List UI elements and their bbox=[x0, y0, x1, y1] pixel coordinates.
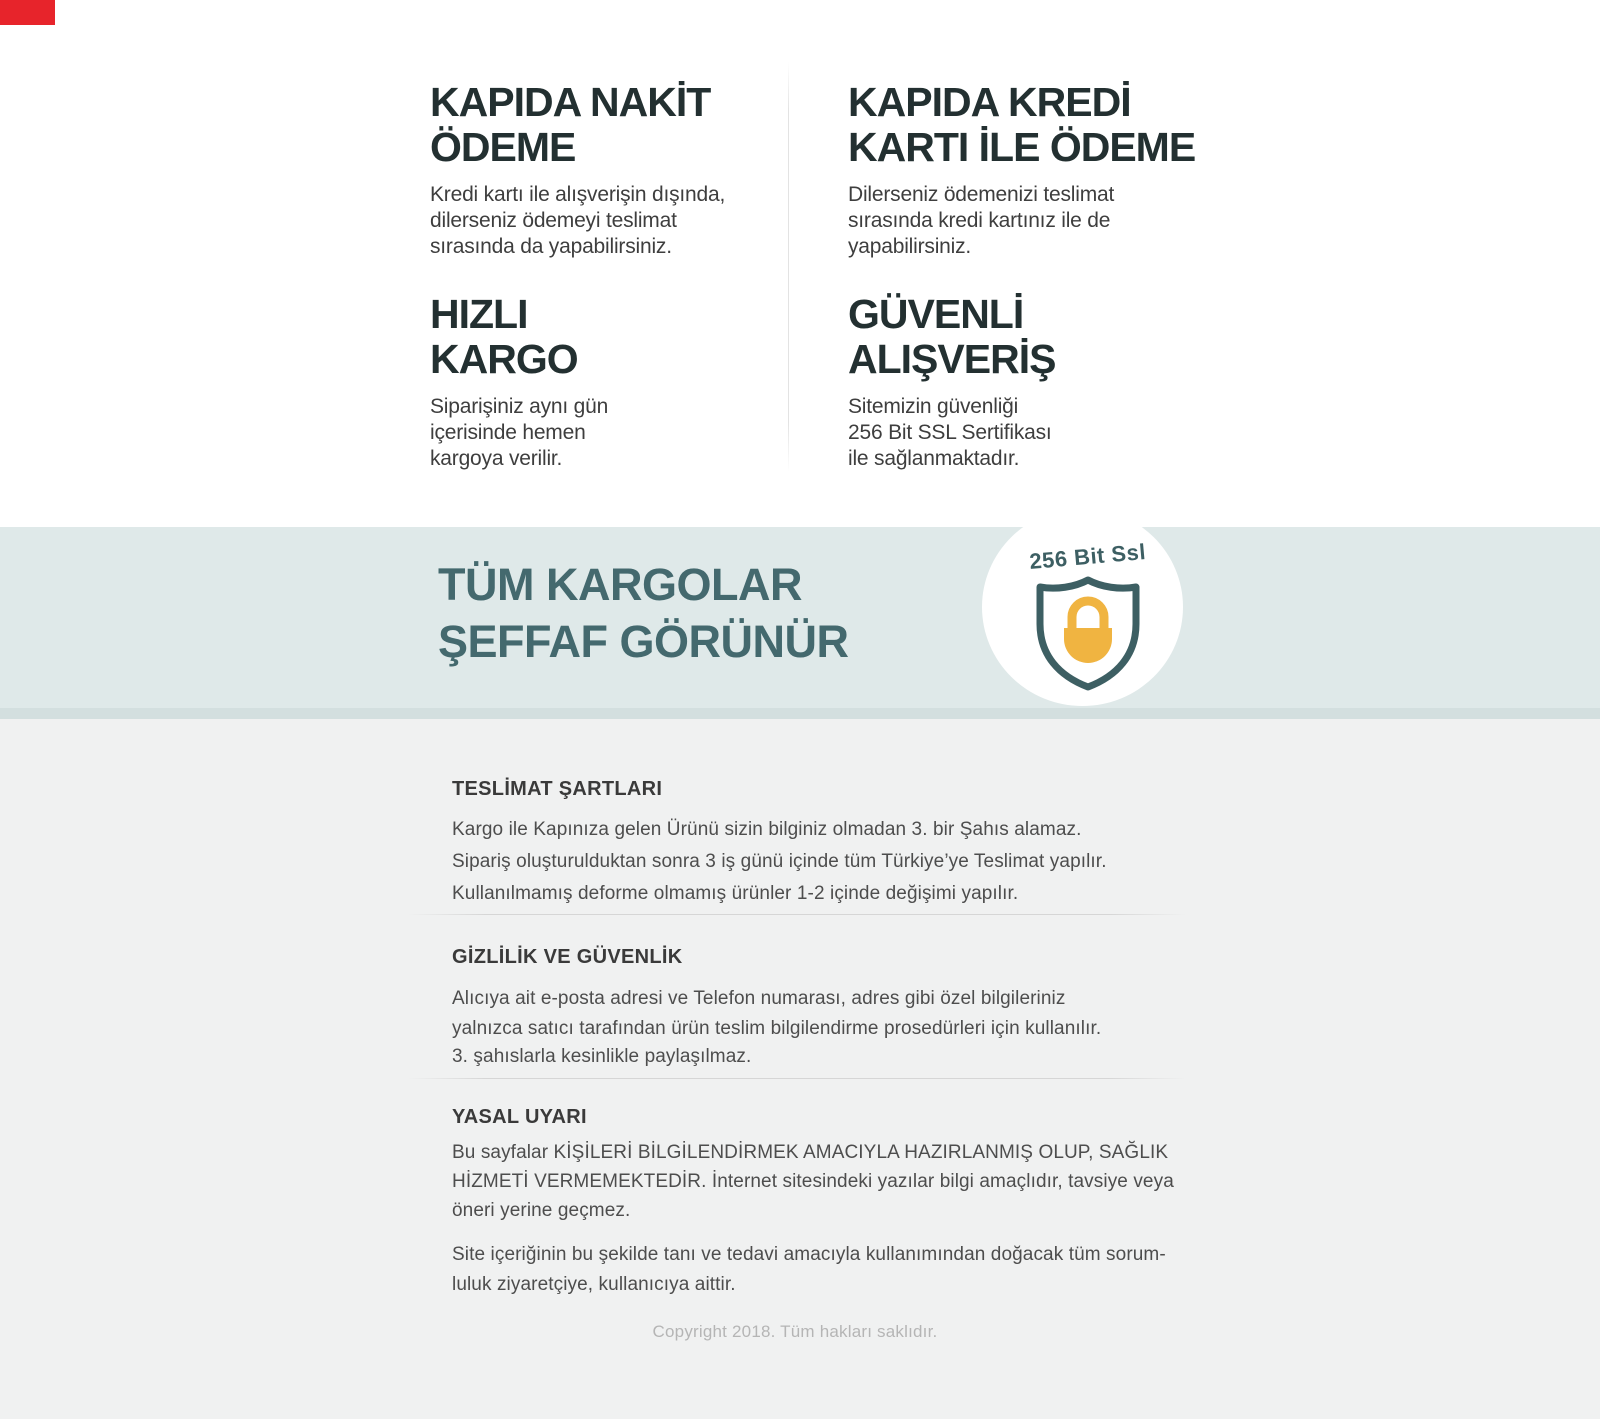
feature-description-line: kargoya verilir. bbox=[430, 447, 563, 470]
feature-title-line: KAPIDA NAKİT bbox=[430, 79, 711, 125]
feature-description-line: sırasında kredi kartınız ile de bbox=[848, 209, 1111, 232]
feature-description bbox=[848, 182, 1208, 260]
feature-description-line: sırasında da yapabilirsiniz. bbox=[430, 235, 672, 258]
section-divider bbox=[408, 914, 1186, 915]
delivery-terms-heading: TESLİMAT ŞARTLARI bbox=[452, 778, 663, 800]
privacy-note: 3. şahıslarla kesinlikle paylaşılmaz. bbox=[452, 1046, 752, 1067]
feature-title-line: KAPIDA KREDİ bbox=[848, 79, 1131, 125]
ssl-badge-label: 256 Bit Ssl bbox=[1027, 538, 1147, 575]
privacy-text-line: Alıcıya ait e-posta adresi ve Telefon numarası, adres gibi özel bilgileriniz bbox=[452, 988, 1066, 1009]
feature-description bbox=[848, 394, 1208, 472]
privacy-text bbox=[452, 984, 1101, 1044]
banner-title-line: ŞEFFAF GÖRÜNÜR bbox=[438, 616, 849, 667]
feature-description-line: ile sağlanmaktadır. bbox=[848, 447, 1020, 470]
section-divider bbox=[408, 1078, 1186, 1079]
delivery-terms-line: Kargo ile Kapınıza gelen Ürünü sizin bilginiz olmadan 3. bir Şahıs alamaz. bbox=[452, 819, 1082, 840]
legal-disclaimer-text bbox=[452, 1240, 1166, 1300]
feature-title bbox=[430, 292, 790, 382]
copyright-text: Copyright 2018. Tüm hakları saklıdır. bbox=[652, 1322, 938, 1341]
feature-cash-on-delivery bbox=[430, 80, 790, 260]
feature-description-line: 256 Bit SSL Sertifikası bbox=[848, 421, 1052, 444]
feature-title-line: ALIŞVERİŞ bbox=[848, 336, 1056, 382]
feature-title-line: KARGO bbox=[430, 336, 578, 382]
banner-title-line: TÜM KARGOLAR bbox=[438, 559, 802, 610]
feature-card-on-delivery bbox=[848, 80, 1208, 260]
banner-bottom-strip bbox=[0, 708, 1600, 719]
feature-title-line: GÜVENLİ bbox=[848, 291, 1024, 337]
feature-title bbox=[848, 80, 1208, 170]
feature-description bbox=[430, 182, 790, 260]
feature-title bbox=[430, 80, 790, 170]
legal-notice-heading: YASAL UYARI bbox=[452, 1106, 587, 1128]
feature-title-line: ÖDEME bbox=[430, 124, 576, 170]
feature-description-line: Sitemizin güvenliği bbox=[848, 395, 1019, 418]
legal-notice-line: HİZMETİ VERMEMEKTEDİR. İnternet sitesindeki yazılar bilgi amaçlıdır, tavsiye veya bbox=[452, 1171, 1174, 1192]
feature-title-line: HIZLI bbox=[430, 291, 528, 337]
legal-notice-text bbox=[452, 1138, 1174, 1225]
feature-secure-shopping bbox=[848, 292, 1208, 472]
feature-description-line: Kredi kartı ile alışverişin dışında, bbox=[430, 183, 726, 206]
feature-description-line: içerisinde hemen bbox=[430, 421, 586, 444]
red-corner-marker bbox=[0, 0, 55, 25]
feature-description bbox=[430, 394, 790, 472]
ssl-badge bbox=[982, 508, 1183, 706]
privacy-text-line: yalnızca satıcı tarafından ürün teslim bilgilendirme prosedürleri için kullanılır. bbox=[452, 1018, 1102, 1039]
feature-description-line: dilerseniz ödemeyi teslimat bbox=[430, 209, 677, 232]
legal-notice-line: Bu sayfalar KİŞİLERİ BİLGİLENDİRMEK AMACIYLA HAZIRLANMIŞ OLUP, SAĞLIK bbox=[452, 1142, 1169, 1163]
shield-lock-icon bbox=[1031, 572, 1145, 694]
privacy-heading: GİZLİLİK VE GÜVENLİK bbox=[452, 946, 683, 968]
feature-title-line: KARTI İLE ÖDEME bbox=[848, 124, 1196, 170]
feature-description-line: yapabilirsiniz. bbox=[848, 235, 972, 258]
legal-disclaimer-line: luluk ziyaretçiye, kullanıcıya aittir. bbox=[452, 1274, 736, 1295]
legal-disclaimer-line: Site içeriğinin bu şekilde tanı ve tedavi amacıyla kullanımından doğacak tüm sorum- bbox=[452, 1244, 1166, 1265]
feature-description-line: Dilerseniz ödemenizi teslimat bbox=[848, 183, 1115, 206]
feature-description-line: Siparişiniz aynı gün bbox=[430, 395, 609, 418]
banner-title bbox=[438, 556, 849, 670]
delivery-terms-line: Sipariş oluşturulduktan sonra 3 iş günü içinde tüm Türkiye’ye Teslimat yapılır. bbox=[452, 851, 1107, 872]
feature-title bbox=[848, 292, 1208, 382]
delivery-terms-line: Kullanılmamış deforme olmamış ürünler 1-2 içinde değişimi yapılır. bbox=[452, 883, 1019, 904]
delivery-terms-text bbox=[452, 820, 1107, 916]
legal-notice-line: öneri yerine geçmez. bbox=[452, 1200, 631, 1221]
feature-fast-shipping bbox=[430, 292, 790, 472]
